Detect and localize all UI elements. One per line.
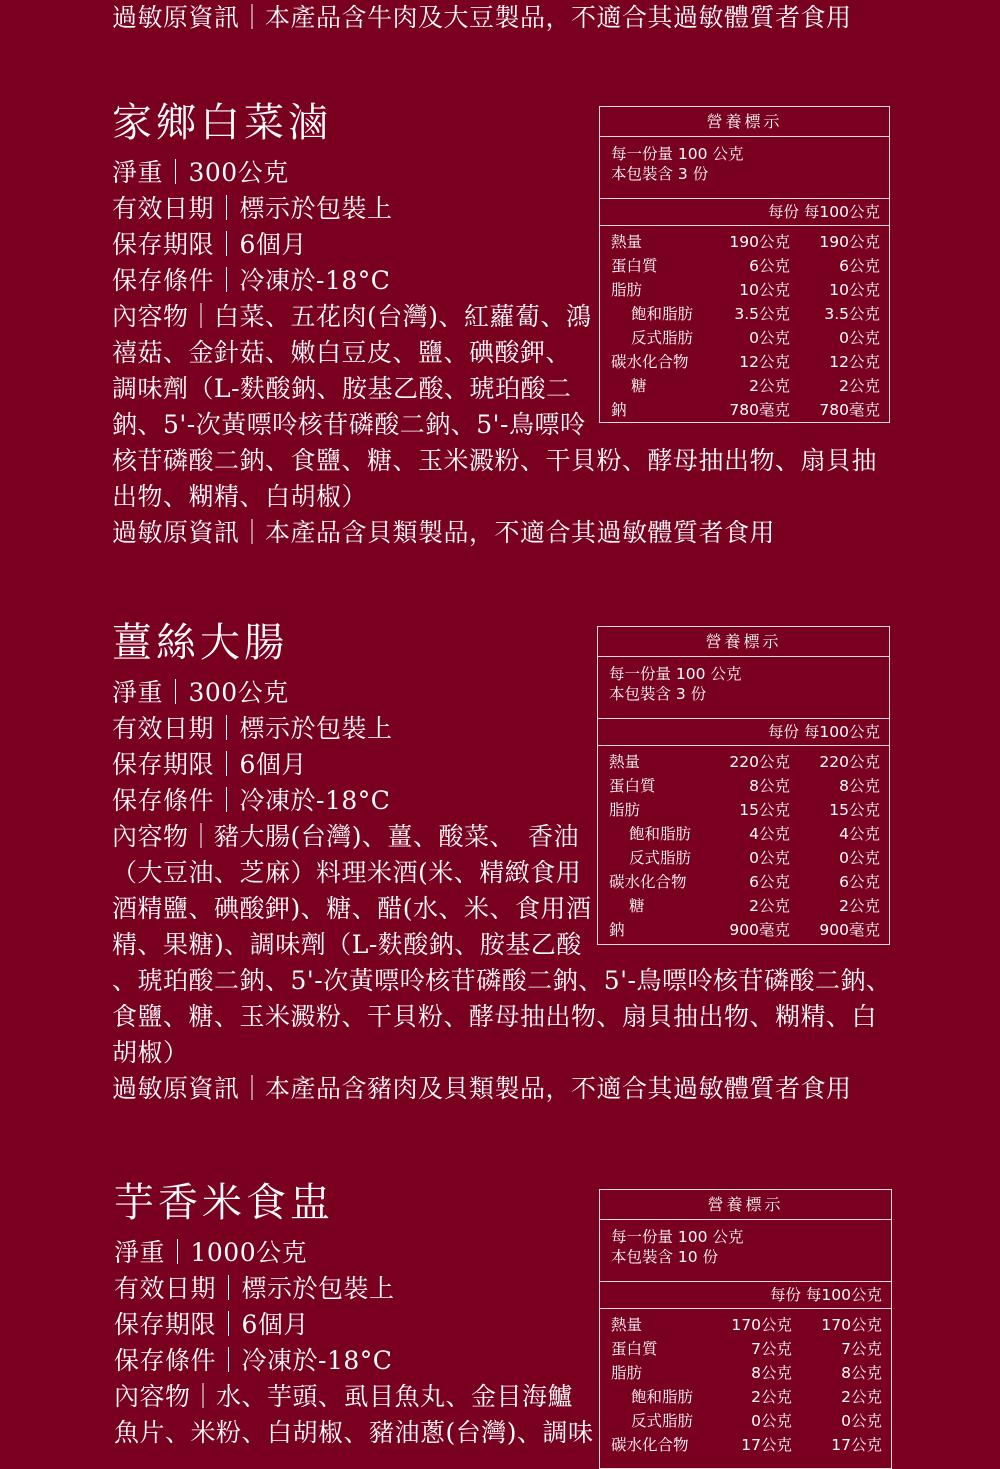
nutrient-per-100g: 6公克 — [839, 257, 880, 275]
column-per-100g: 每100公克 — [805, 1286, 882, 1304]
nutrition-header: 營養標示 — [600, 1190, 891, 1220]
nutrient-per-serving: 3.5公克 — [734, 305, 790, 323]
nutrient-per-serving: 6公克 — [749, 257, 790, 275]
product-detail-line: 淨重｜300公克 — [112, 678, 289, 707]
nutrition-row — [600, 230, 889, 254]
nutrition-row — [600, 1409, 891, 1433]
nutrient-per-serving: 12公克 — [739, 353, 790, 371]
nutrient-per-100g: 4公克 — [839, 825, 880, 843]
product-detail-line: 魚片、米粉、白胡椒、豬油蔥(台灣)、調味 — [114, 1418, 594, 1447]
nutrient-name: 脂肪 — [609, 801, 641, 819]
nutrient-per-serving: 17公克 — [741, 1436, 792, 1454]
product-detail-line: 保存期限｜6個月 — [112, 230, 307, 259]
nutrient-per-100g: 7公克 — [841, 1340, 882, 1358]
nutrient-name: 熱量 — [611, 1316, 643, 1334]
nutrient-per-serving: 190公克 — [729, 233, 790, 251]
product-detail-line: 精、果糖)、調味劑（L-麩酸鈉、胺基乙酸 — [112, 930, 582, 959]
nutrient-name: 鈉 — [609, 921, 625, 939]
nutrient-per-serving: 0公克 — [751, 1412, 792, 1430]
nutrient-name: 糖 — [629, 897, 645, 915]
product-detail-line: 保存條件｜冷凍於-18°C — [112, 266, 391, 295]
nutrition-serving-info — [600, 137, 889, 199]
nutrient-name: 反式脂肪 — [629, 849, 692, 867]
nutrient-name: 碳水化合物 — [611, 1436, 689, 1454]
column-per-100g: 每100公克 — [803, 723, 880, 741]
nutrient-name: 反式脂肪 — [631, 329, 694, 347]
nutrition-row — [600, 254, 889, 278]
nutrient-per-serving: 6公克 — [749, 873, 790, 891]
nutrition-row — [598, 774, 889, 798]
product-detail-line: 過敏原資訊｜本產品含豬肉及貝類製品，不適合其過敏體質者食用 — [112, 1074, 852, 1103]
product-detail-line: 有效日期｜標示於包裝上 — [112, 714, 393, 743]
nutrient-per-serving: 7公克 — [751, 1340, 792, 1358]
nutrient-per-serving: 8公克 — [749, 777, 790, 795]
nutrient-per-100g: 2公克 — [841, 1388, 882, 1406]
nutrition-label — [597, 626, 890, 945]
nutrient-per-100g: 10公克 — [829, 281, 880, 299]
nutrient-name: 飽和脂肪 — [631, 1388, 694, 1406]
nutrient-per-100g: 190公克 — [819, 233, 880, 251]
nutrition-header: 營養標示 — [600, 107, 889, 137]
product-detail-line: 鈉、5'-次黃嘌呤核苷磷酸二鈉、5'-鳥嘌呤 — [112, 410, 586, 439]
nutrient-name: 蛋白質 — [609, 777, 656, 795]
nutrition-serving-info — [598, 657, 889, 719]
nutrition-rows — [598, 746, 889, 942]
nutrition-rows — [600, 226, 889, 422]
nutrient-name: 飽和脂肪 — [631, 305, 694, 323]
nutrient-name: 糖 — [631, 377, 647, 395]
nutrition-header: 營養標示 — [598, 627, 889, 657]
nutrient-per-serving: 2公克 — [749, 897, 790, 915]
nutrient-per-100g: 3.5公克 — [824, 305, 880, 323]
product-detail-line: 禧菇、金針菇、嫩白豆皮、鹽、碘酸鉀、 — [112, 338, 572, 367]
nutrition-row — [600, 1433, 891, 1457]
product-detail-line: 酒精鹽、碘酸鉀)、糖、醋(水、米、食用酒 — [112, 894, 592, 923]
nutrient-name: 脂肪 — [611, 281, 643, 299]
nutrition-row — [600, 1337, 891, 1361]
nutrient-name: 蛋白質 — [611, 1340, 658, 1358]
product-detail-line: （大豆油、芝麻）料理米酒(米、精緻食用 — [112, 858, 582, 887]
nutrient-per-100g: 780毫克 — [819, 401, 880, 419]
nutrition-row — [598, 894, 889, 918]
nutrition-row — [598, 798, 889, 822]
nutrient-per-serving: 170公克 — [731, 1316, 792, 1334]
column-labels — [770, 1282, 882, 1308]
nutrition-row — [598, 870, 889, 894]
nutrient-name: 蛋白質 — [611, 257, 658, 275]
nutrient-name: 碳水化合物 — [611, 353, 689, 371]
product-detail-line: 內容物｜水、芋頭、虱目魚丸、金目海鱸 — [114, 1382, 574, 1411]
nutrient-per-serving: 10公克 — [739, 281, 790, 299]
nutrient-per-100g: 8公克 — [839, 777, 880, 795]
nutrient-per-100g: 6公克 — [839, 873, 880, 891]
nutrient-per-100g: 15公克 — [829, 801, 880, 819]
product-detail-line: 保存條件｜冷凍於-18°C — [114, 1346, 393, 1375]
nutrition-row — [600, 398, 889, 422]
nutrition-rows — [600, 1309, 891, 1457]
product-detail-line: 保存條件｜冷凍於-18°C — [112, 786, 391, 815]
nutrient-per-serving: 0公克 — [749, 329, 790, 347]
nutrient-per-serving: 4公克 — [749, 825, 790, 843]
nutrient-per-100g: 0公克 — [839, 329, 880, 347]
serving-size: 每一份量 100 公克 — [611, 1228, 744, 1246]
servings-per-package: 本包裝含 3 份 — [609, 685, 707, 703]
product-title: 芋香米食盅 — [114, 1180, 334, 1226]
nutrient-per-serving: 780毫克 — [729, 401, 790, 419]
product-detail-line: 有效日期｜標示於包裝上 — [112, 194, 393, 223]
nutrient-per-100g: 8公克 — [841, 1364, 882, 1382]
nutrient-name: 碳水化合物 — [609, 873, 687, 891]
nutrition-row — [598, 846, 889, 870]
product-detail-line: 保存期限｜6個月 — [114, 1310, 309, 1339]
top-allergen-line: 過敏原資訊｜本產品含牛肉及大豆製品，不適合其過敏體質者食用 — [112, 3, 852, 32]
nutrition-row — [598, 918, 889, 942]
nutrition-row — [600, 1313, 891, 1337]
nutrient-name: 飽和脂肪 — [629, 825, 692, 843]
product-detail-line: 內容物｜白菜、五花肉(台灣)、紅蘿蔔、鴻 — [112, 302, 592, 331]
nutrient-per-serving: 15公克 — [739, 801, 790, 819]
product-detail-line: 淨重｜300公克 — [112, 158, 289, 187]
nutrition-row — [598, 750, 889, 774]
nutrient-per-100g: 220公克 — [819, 753, 880, 771]
column-per-serving: 每份 — [769, 1286, 801, 1304]
nutrient-per-100g: 900毫克 — [819, 921, 880, 939]
column-per-100g: 每100公克 — [803, 203, 880, 221]
nutrient-name: 熱量 — [611, 233, 643, 251]
nutrition-row — [600, 350, 889, 374]
column-labels — [768, 719, 880, 745]
product-detail-line: 出物、糊精、白胡椒） — [112, 482, 368, 511]
servings-per-package: 本包裝含 10 份 — [611, 1248, 719, 1266]
serving-size: 每一份量 100 公克 — [611, 145, 744, 163]
nutrient-name: 脂肪 — [611, 1364, 643, 1382]
nutrient-per-100g: 0公克 — [841, 1412, 882, 1430]
product-detail-line: 食鹽、糖、玉米澱粉、干貝粉、酵母抽出物、扇貝抽出物、糊精、白 — [112, 1002, 878, 1031]
nutrient-per-serving: 2公克 — [751, 1388, 792, 1406]
product-title: 家鄉白菜滷 — [112, 100, 332, 146]
nutrition-row — [600, 302, 889, 326]
serving-size: 每一份量 100 公克 — [609, 665, 742, 683]
servings-per-package: 本包裝含 3 份 — [611, 165, 709, 183]
nutrient-name: 反式脂肪 — [631, 1412, 694, 1430]
nutrient-per-serving: 8公克 — [751, 1364, 792, 1382]
nutrition-row — [600, 1385, 891, 1409]
nutrient-per-100g: 0公克 — [839, 849, 880, 867]
product-detail-line: 保存期限｜6個月 — [112, 750, 307, 779]
nutrition-row — [600, 278, 889, 302]
nutrient-per-serving: 2公克 — [749, 377, 790, 395]
nutrient-per-100g: 170公克 — [821, 1316, 882, 1334]
product-detail-line: 過敏原資訊｜本產品含貝類製品，不適合其過敏體質者食用 — [112, 518, 776, 547]
nutrient-per-serving: 220公克 — [729, 753, 790, 771]
nutrient-name: 鈉 — [611, 401, 627, 419]
nutrition-column-header — [600, 199, 889, 226]
nutrition-column-header — [598, 719, 889, 746]
nutrition-row — [600, 1361, 891, 1385]
nutrition-row — [598, 822, 889, 846]
product-detail-line: 核苷磷酸二鈉、食鹽、糖、玉米澱粉、干貝粉、酵母抽出物、扇貝抽 — [112, 446, 878, 475]
nutrition-serving-info — [600, 1220, 891, 1282]
nutrition-row — [600, 374, 889, 398]
column-labels — [768, 199, 880, 225]
product-detail-line: 有效日期｜標示於包裝上 — [114, 1274, 395, 1303]
nutrient-per-serving: 0公克 — [749, 849, 790, 867]
product-detail-line: 調味劑（L-麩酸鈉、胺基乙酸、琥珀酸二 — [112, 374, 572, 403]
column-per-serving: 每份 — [767, 203, 799, 221]
nutrient-per-100g: 17公克 — [831, 1436, 882, 1454]
column-per-serving: 每份 — [767, 723, 799, 741]
nutrition-row — [600, 326, 889, 350]
nutrition-label — [599, 106, 890, 423]
product-title: 薑絲大腸 — [112, 620, 288, 666]
product-detail-line: 、琥珀酸二鈉、5'-次黃嘌呤核苷磷酸二鈉、5'-鳥嘌呤核苷磷酸二鈉、 — [112, 966, 892, 995]
nutrient-per-100g: 2公克 — [839, 377, 880, 395]
nutrient-per-serving: 900毫克 — [729, 921, 790, 939]
nutrient-name: 熱量 — [609, 753, 641, 771]
nutrient-per-100g: 2公克 — [839, 897, 880, 915]
product-detail-line: 淨重｜1000公克 — [114, 1238, 308, 1267]
nutrient-per-100g: 12公克 — [829, 353, 880, 371]
nutrition-label — [599, 1189, 892, 1469]
product-detail-line: 胡椒） — [112, 1038, 189, 1067]
product-detail-line: 內容物｜豬大腸(台灣)、薑、酸菜、 香油 — [112, 822, 580, 851]
nutrition-column-header — [600, 1282, 891, 1309]
